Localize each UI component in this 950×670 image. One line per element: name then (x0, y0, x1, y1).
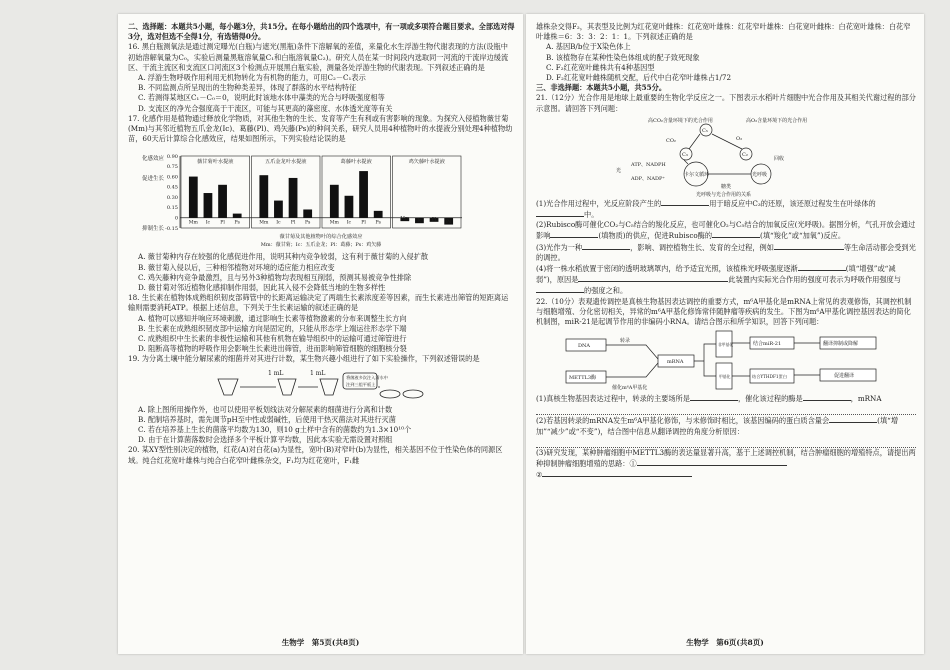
section-3-heading: 三、非选择题：本题共5小题，共55分。 (536, 83, 667, 93)
q21-blank-5[interactable] (582, 242, 630, 250)
soil-flask-icon (218, 379, 238, 395)
label-dna: DNA (578, 343, 590, 350)
bar (218, 185, 227, 218)
fig-co2-high-label: 高CO₂含量环境下的光合作用 (648, 117, 713, 124)
q19-option-d[interactable]: D. 由于在计算菌落数时会选择多个平板计算平均数，因此本实验无需设置对照组 (138, 435, 393, 445)
dilution-diagram (128, 365, 428, 405)
q18-option-d[interactable]: D. 阻断高等植物的呼吸作用会影响生长素进出筛管，进而影响筛管细胞的细胞核分裂 (138, 344, 407, 354)
x-tick-label: Ic (417, 219, 422, 225)
q21-blank-8[interactable] (578, 274, 728, 282)
panel-label: 鸡矢藤叶水提液 (408, 159, 445, 166)
m6a-figure (536, 327, 916, 393)
page-footer-right: 生物学 第6页(共8页) (686, 638, 764, 647)
chart-legend-note: Mm：薇甘菊；Ic：五爪金龙；Pl：葛藤；Ps：鸡矢藤 (260, 242, 382, 249)
label-ythdf1: 结合YTHDF1蛋白 (752, 374, 787, 380)
x-tick-label: Mm (188, 221, 198, 227)
x-tick-label: Pl (431, 217, 437, 223)
bar (303, 210, 312, 218)
bar (359, 172, 368, 219)
node-co2: CO₂ (666, 137, 676, 144)
q20-stem: 20. 某XY型性别决定的植物，红花(A)对白花(a)为显性，宽叶(B)对窄叶(b)为显性，相关基因不位于性染色体的同源区域。纯合红花宽叶雄株与纯合白花窄叶雌株杂交，F₁均为红花宽叶，F₁雌 (128, 445, 503, 465)
q18-stem: 18. 生长素在植物体成熟组织韧皮部筛管中的长距离运输决定了两端生长素浓度差等因素，而生长素进出筛管的短距离运输则需要消耗ATP。根据上述信息，下列关于生长素运输的叙述正确的是 (128, 293, 509, 313)
q22-sub1: (1)真核生物基因表达过程中，转录的主要场所是 ，催化该过程的酶是 ，mRNA (536, 394, 882, 404)
q22-stem: 22.（10分）表观遗传调控是真核生物基因表达调控的重要方式，m⁶A甲基化是mRNA上常见的表观修饰，其调控机制与细胞增殖、分化密切相关，异常的m⁶A甲基化修饰常伴随肿瘤等疾病的发生。下图为m⁶A甲基化调控基因表达的简化机制图，miR-21是起调节作用的非编码小RNA。请结合图示和所学知识，回答下列问题： (536, 296, 912, 327)
node-c5: C₅ (702, 127, 708, 134)
q18-option-b[interactable]: B. 生长素在成熟组织韧皮部中运输方向是固定的，只能从形态学上端运往形态学下端 (138, 323, 407, 333)
q21-sub1: (1)光合作用过程中，光反应阶段产生的 用于暗反应中C₃的还原，该还原过程发生在叶绿体的中。 (536, 198, 876, 220)
q20-option-d[interactable]: D. F₂红花宽叶雌株随机交配，后代中白花窄叶雄株占1/72 (546, 73, 732, 83)
q17-option-b[interactable]: B. 薇甘菊入侵以后，三种相邻植物对环境的适应能力相应改变 (138, 262, 335, 272)
x-tick-label: Mm (329, 221, 339, 227)
node-o2: O₂ (736, 135, 743, 142)
x-tick-label: Pl (290, 221, 296, 227)
photosynthesis-figure (536, 114, 916, 198)
q20-option-a[interactable]: A. 基因B/b位于X染色体上 (546, 42, 631, 52)
q17-option-d[interactable]: D. 薇甘菊对邻近植物化感抑制作用弱，因此其入侵不会降低当地的生物多样性 (138, 283, 386, 293)
q21-blank-6[interactable] (774, 242, 844, 250)
q22-answer-line-1[interactable] (536, 404, 916, 415)
q21-blank-7[interactable] (798, 263, 846, 271)
node-sugar: 糖类 (721, 183, 732, 190)
node-photorespiration: 光呼吸 (752, 171, 768, 178)
y-tick-label: 0.75 (166, 164, 178, 171)
flask-2-icon (320, 379, 338, 395)
label-meth: 甲基化 (719, 374, 731, 380)
q21-blank-2[interactable] (536, 209, 584, 217)
y-tick-label: 0.60 (166, 174, 178, 181)
section-2-heading: 二、选择题：本题共5小题，每小题3分，共15分。在每小题给出的四个选项中，有一项或多项符合题目要求。全部选对得3分，选对但选不全得1分，有选错得0分。 (128, 22, 515, 42)
q22-blank-3[interactable] (829, 415, 877, 423)
dish-1-icon (380, 390, 400, 398)
q22-blank-4[interactable] (637, 458, 787, 466)
x-tick-label: Ic (205, 221, 211, 227)
x-tick-label: Ic (276, 221, 281, 227)
q21-blank-1[interactable] (661, 198, 709, 206)
q16-option-b[interactable]: B. 不同监测点所呈现出的生物种类差异，体现了群落的水平结构特征 (138, 83, 357, 93)
fig-o2-high-label: 高O₂含量环境下的光合作用 (746, 117, 808, 124)
q17-stem: 17. 化感作用是植物通过释放化学物质，对其他生物的生长、发育等产生有利或有害影响的现象。为探究入侵植物薇甘菊(Mm)与其邻近植物五爪金龙(Ic)、葛藤(Pl)、鸡矢藤(Ps)的种间关系，研究人员用4种植物叶的水提液分别处理4种植物幼苗，60天后计算综合化感效应，结果如图所示，下列实验结论误的是 (128, 113, 513, 144)
y-tick-label: 0.45 (166, 185, 178, 192)
dish-2-icon (403, 390, 423, 398)
y-tick-label: 0.15 (166, 205, 178, 212)
bar (233, 214, 242, 218)
x-tick-label: Mm (400, 217, 410, 223)
plate-label: 注到三组平板上 (346, 381, 376, 387)
label-nonmeth: 非甲基化 (718, 342, 734, 348)
q22-blank-5[interactable] (542, 469, 692, 477)
y-axis-label: 化感效应 (142, 156, 165, 163)
q21-sub3: (3)光作为一种 ，影响、调控植物生长、发育的全过程，例如 等生命活动都会受到光的调控。 (536, 242, 916, 262)
allelopathy-chart-svg (140, 146, 470, 250)
q22-blank-1[interactable] (690, 393, 738, 401)
flask-1-icon (278, 379, 296, 395)
q20-option-b[interactable]: B. 该植物存在某种性染色体组成的配子致死现象 (546, 52, 700, 62)
q19-option-b[interactable]: B. 配制培养基时，需先调节pH至中性或弱碱性，后使用干热灭菌法对其进行灭菌 (138, 414, 396, 424)
q21-blank-4[interactable] (712, 230, 760, 238)
label-catalyze: 催化m⁶A甲基化 (612, 385, 648, 392)
q21-blank-3[interactable] (550, 230, 598, 238)
q22-blank-2[interactable] (803, 393, 851, 401)
q19-option-a[interactable]: A. 除上图所用操作外，也可以使用平板划线法对分解尿素的细菌进行分离和计数 (138, 404, 393, 414)
chart-caption: 薇甘菊及其他植物叶的综合化感效应 (279, 234, 363, 241)
bar (189, 177, 198, 218)
q20-option-c[interactable]: C. F₂红花宽叶雌株共有4种基因型 (546, 62, 655, 72)
node-retrieve: 回收 (774, 155, 785, 162)
q21-stem: 21.（12分）光合作用是地球上最重要的生物化学反应之一。下图表示水稻叶片细胞中光合作用及其相关代谢过程的部分示意图。请回答下列问题： (536, 93, 916, 113)
label-mrna: mRNA (667, 359, 684, 366)
node-light: 光 (616, 167, 622, 174)
x-tick-label: Ps (305, 221, 311, 227)
panel-label: 薇甘菊叶水提液 (197, 159, 234, 166)
panel-label: 五爪金龙叶水提液 (264, 159, 307, 166)
photosynthesis-diagram (536, 114, 916, 198)
q22-answer-line-2[interactable] (536, 437, 916, 448)
page-left (118, 14, 523, 654)
y-axis-top-label: 促进生长 (142, 176, 165, 183)
vol-2-label: 1 mL (310, 369, 326, 377)
q19-stem: 19. 为分离土壤中能分解尿素的细菌并对其进行计数，某生物兴趣小组进行了如下实验操作，下列叙述错误的是 (128, 354, 480, 364)
q16-stem: 16. 黑白瓶测氧法是通过测定曝光(白瓶)与遮光(黑瓶)条件下溶解氧的差值，来量化水生浮游生物代谢表现的方法(设瓶中初始溶解氧量为C₀，实验后测量黑瓶溶氧量C₁和白瓶溶氧量C₂)。研究人员在某一时间段内选取同一河流的干流岸边缓流区、干流主流区和支流区口河流区3个检测点开展黑白瓶实验，测量各处浮游生物的代谢表现。下列叙述正确的是 (128, 42, 509, 72)
q20-continued: 雄株杂交得F₂，其表型及比例为红花宽叶雌株：红花宽叶雄株：红花窄叶雄株：白花宽叶雌株：白花宽叶雄株：白花窄叶雄株＝6：3：3：2：1：1。下列叙述正确的是 (536, 22, 911, 42)
q21-blank-9[interactable] (536, 285, 584, 293)
bar (330, 185, 339, 218)
wash-label: 将菌液多次注入清水中 (346, 374, 388, 380)
x-tick-label: Pl (361, 221, 366, 227)
vol-1-label: 1 mL (268, 369, 284, 377)
q21-sub2: (2)Rubisco酶可催化CO₂与C₅结合的羧化反应，也可催化O₂与C₅结合的加氧反应(光呼吸)。据图分析，气孔开放会通过影响 (填物质)的供应，促进Rubisco酶的 (填“羧化”或“加氧”)反应。 (536, 220, 916, 241)
x-tick-label: Ps (375, 221, 381, 227)
q16-option-c[interactable]: C. 若测得某地区C₁－C₀＝0，说明此时该地水体中藻类的光合与呼吸强度相等 (138, 93, 385, 103)
y-tick-label: -0.15 (165, 226, 178, 233)
q21-sub4: (4)将一株水稻放置于密闭的透明玻璃罩内，给予适宜光照，该植株光呼吸强度逐渐 (填“增强”或“减弱”)，原因是 此装置内实际光合作用的强度可表示为呼吸作用强度与的强度之和。 (536, 264, 901, 296)
q17-option-a[interactable]: A. 薇甘菊种内存在较强的化感促进作用，说明其种内竞争较弱，这有利于薇甘菊的入侵扩散 (138, 252, 429, 262)
bar (259, 176, 268, 219)
q16-option-d[interactable]: D. 支流区的净光合强度高于干流区，可能与其更高的藻密度、水体透光度等有关 (138, 103, 393, 113)
node-c3: C₃ (682, 151, 688, 158)
label-mir21: 结合miR-21 (753, 341, 782, 348)
q19-option-c[interactable]: C. 若在培养基上生长的菌落平均数为130，则10 g土样中含有的菌数约为1.3×10¹⁰个 (138, 425, 412, 435)
page-right (526, 14, 924, 654)
y-axis-bottom-label: 抑制生长 (142, 226, 165, 233)
x-tick-label: Mm (259, 221, 269, 227)
node-calvin: 卡尔文循环 (684, 171, 710, 178)
y-tick-label: 0.30 (166, 195, 178, 202)
q22-sub2: (2)若基因转录的mRNA发生m⁶A甲基化修饰，与未修饰时相比，该基因编码的蛋白质含量会 (填“增加”“减少”或“不变”)，结合图中信息从翻译调控的角度分析原因： (536, 416, 899, 436)
y-tick-label: 0 (174, 215, 178, 222)
bar (274, 201, 283, 218)
dilution-figure (128, 365, 515, 405)
label-inhibit: 翻译抑制或降解 (823, 341, 859, 348)
panel-label: 葛藤叶水提液 (340, 159, 372, 166)
bar (289, 178, 298, 218)
q22-sub3b: ② (536, 469, 916, 480)
node-nadp: ADP、NADP⁺ (631, 175, 665, 182)
bar (374, 211, 383, 218)
node-c2: C₂ (742, 151, 748, 158)
label-mettl3: METTL3酶 (569, 375, 597, 382)
q18-option-c[interactable]: C. 成熟组织中生长素的非极性运输和其他有机物在输导组织中的运输可通过筛管进行 (138, 334, 407, 344)
photosynthesis-caption: 光呼吸与光合作用的关系 (696, 191, 752, 198)
node-atp: ATP、NADPH (631, 161, 666, 168)
x-tick-label: Ps (234, 221, 240, 227)
x-tick-label: Pl (220, 221, 225, 227)
x-tick-label: Ic (346, 221, 352, 227)
bar (345, 196, 354, 218)
label-promote: 促进翻译 (834, 373, 855, 380)
y-tick-label: 0.90 (166, 154, 178, 161)
label-transcribe: 转录 (620, 338, 631, 345)
page-footer-left: 生物学 第5页(共8页) (281, 638, 360, 647)
q18-option-a[interactable]: A. 植物可以感知并响应环境刺激，通过影响生长素等植物激素的分布来调整生长方向 (138, 313, 407, 323)
m6a-diagram (536, 327, 916, 393)
q17-option-c[interactable]: C. 鸡矢藤种内竞争最激烈，且与另外3种植物均表现相互削弱，预测其易被竞争性排除 (138, 272, 412, 282)
x-tick-label: Ps (446, 220, 452, 226)
allelopathy-chart (140, 146, 470, 250)
bar (204, 193, 213, 218)
q22-sub3: (3)研究发现，某种肿瘤细胞中METTL3酶的表达量显著升高，基于上述调控机制，结合肿瘤细胞的增殖特点，请提出两种抑制肿瘤细胞增殖的思路：① (536, 447, 916, 469)
q16-option-a[interactable]: A. 浮游生物呼吸作用利用无机物转化为有机物的能力，可用C₂－C₁表示 (138, 73, 366, 83)
